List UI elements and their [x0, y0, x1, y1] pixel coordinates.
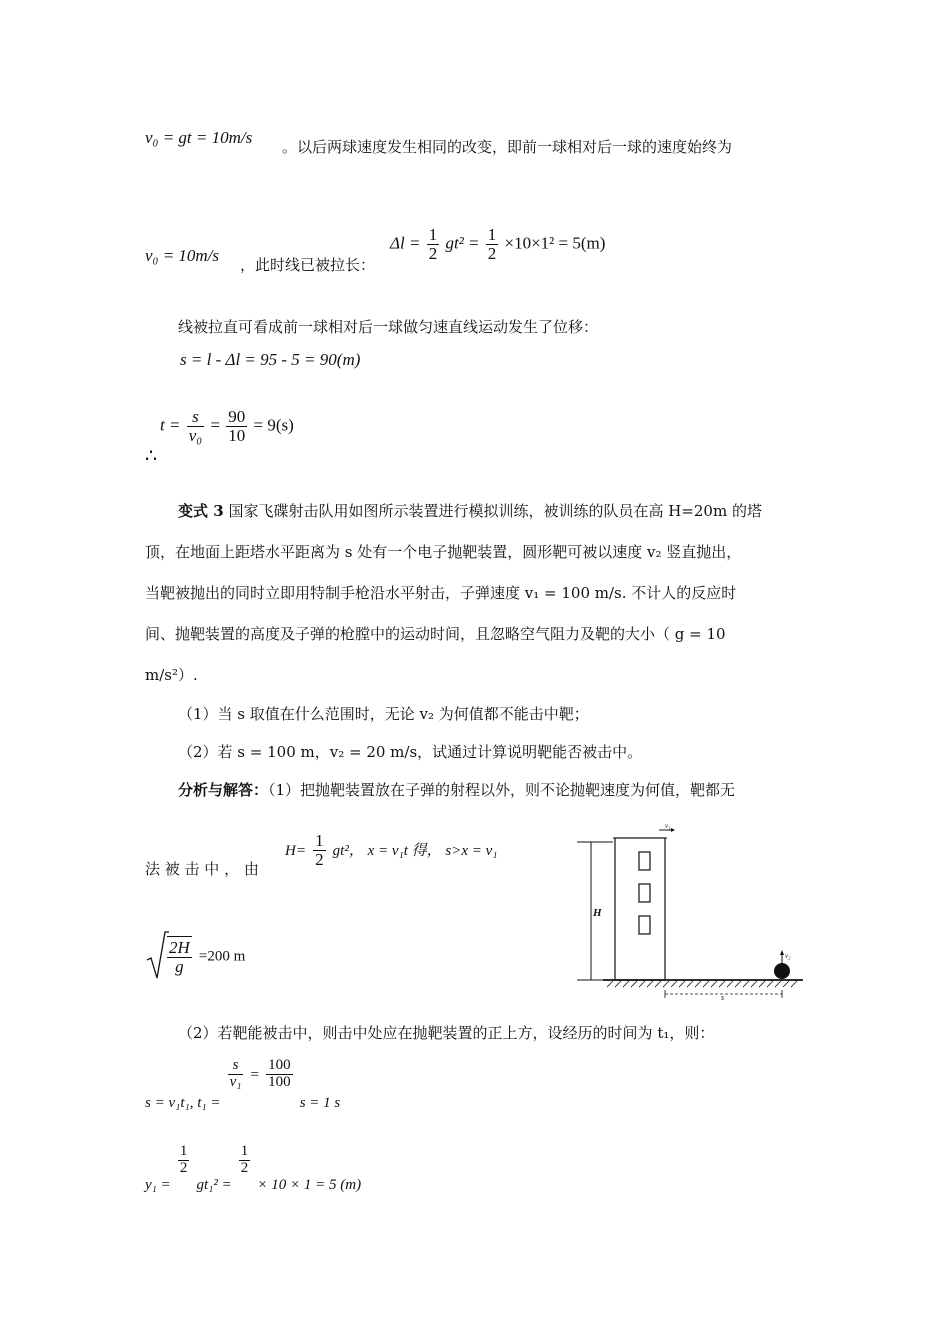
problem-line-4: 间、抛靶装置的高度及子弹的枪膛中的运动时间，且忽略空气阻力及靶的大小（ g = 10	[145, 625, 726, 643]
eq-v0-10: v₀ = 10m/s	[145, 246, 220, 265]
problem-line-3: 当靶被抛出的同时立即用特制手枪沿水平射击，子弹速度 v₁ = 100 m/s. 不计人的反应时	[145, 584, 737, 602]
eq-delta-l: Δl = $\frac{1}{2}$ gt² = $\frac{1}{2}$ ×10×1² = 5(m)	[390, 225, 606, 263]
part2-intro: （2）若靶能被击中，则击中处应在抛靶装置的正上方，设经历的时间为 t₁，则：	[178, 1024, 715, 1042]
eq-t: t = $\frac{s}{\text{v₀}}$ = $\frac{90}{10}$ = 9(s)	[160, 407, 294, 445]
answer-line-1: 分析与解答：（1）把抛靶装置放在子弹的射程以外，则不论抛靶速度为何值，靶都无	[178, 781, 736, 799]
label-H: H	[593, 907, 602, 919]
label-s: s	[721, 993, 725, 1000]
answer-line-2-eq: H= $\frac{1}{2}$ gt²， x = v₁t 得， s>x = v₁	[285, 831, 498, 869]
problem-line-5: m/s²）.	[145, 666, 198, 684]
problem-line-1: 变式 3 国家飞碟射击队用如图所示装置进行模拟训练，被训练的队员在高 H=20m 的塔	[178, 502, 762, 520]
label-v1: v₁	[665, 822, 671, 830]
eq-s-l: s = l - Δl = 95 - 5 = 90(m)	[180, 350, 361, 369]
tower-diagram	[575, 820, 805, 1000]
part2-line-2: y₁ = $\frac{1}{2}$ gt₁² = $\frac{1}{2}$ × 10 × 1 = 5 (m)	[145, 1143, 362, 1193]
question-2: （2）若 s = 100 m，v₂ = 20 m/s，试通过计算说明靶能否被击中。	[178, 743, 643, 761]
question-1: （1）当 s 取值在什么范围时，无论 v₂ 为何值都不能击中靶；	[178, 705, 589, 723]
problem-line-2: 顶，在地面上距塔水平距离为 s 处有一个电子抛靶装置，圆形靶可被以速度 v₂ 竖直抛出，	[145, 543, 742, 561]
answer-line-2-text: 法 被 击 中 ， 由	[145, 860, 259, 878]
sqrt-sign-icon	[145, 930, 169, 982]
text-line-3: 线被拉直可看成前一球相对后一球做匀速直线运动发生了位移：	[178, 318, 599, 336]
sqrt-expression: $\frac{2H}{g}$ =200 m	[145, 930, 245, 982]
eq-v0-gt: v₀ = gt = 10m/s	[145, 128, 253, 147]
label-v2: v₂	[785, 952, 791, 960]
text-line-1: 。以后两球速度发生相同的改变，即前一球相对后一球的速度始终为	[282, 138, 733, 156]
therefore-symbol: ∴	[145, 446, 158, 467]
part2-line-1: s = v₁t₁, t₁ = $\frac{s}{\text{v₁}}$ = $\frac{100}{100}$ s = 1 s	[145, 1057, 341, 1111]
text-line-2: ，此时线已被拉长：	[240, 256, 376, 274]
